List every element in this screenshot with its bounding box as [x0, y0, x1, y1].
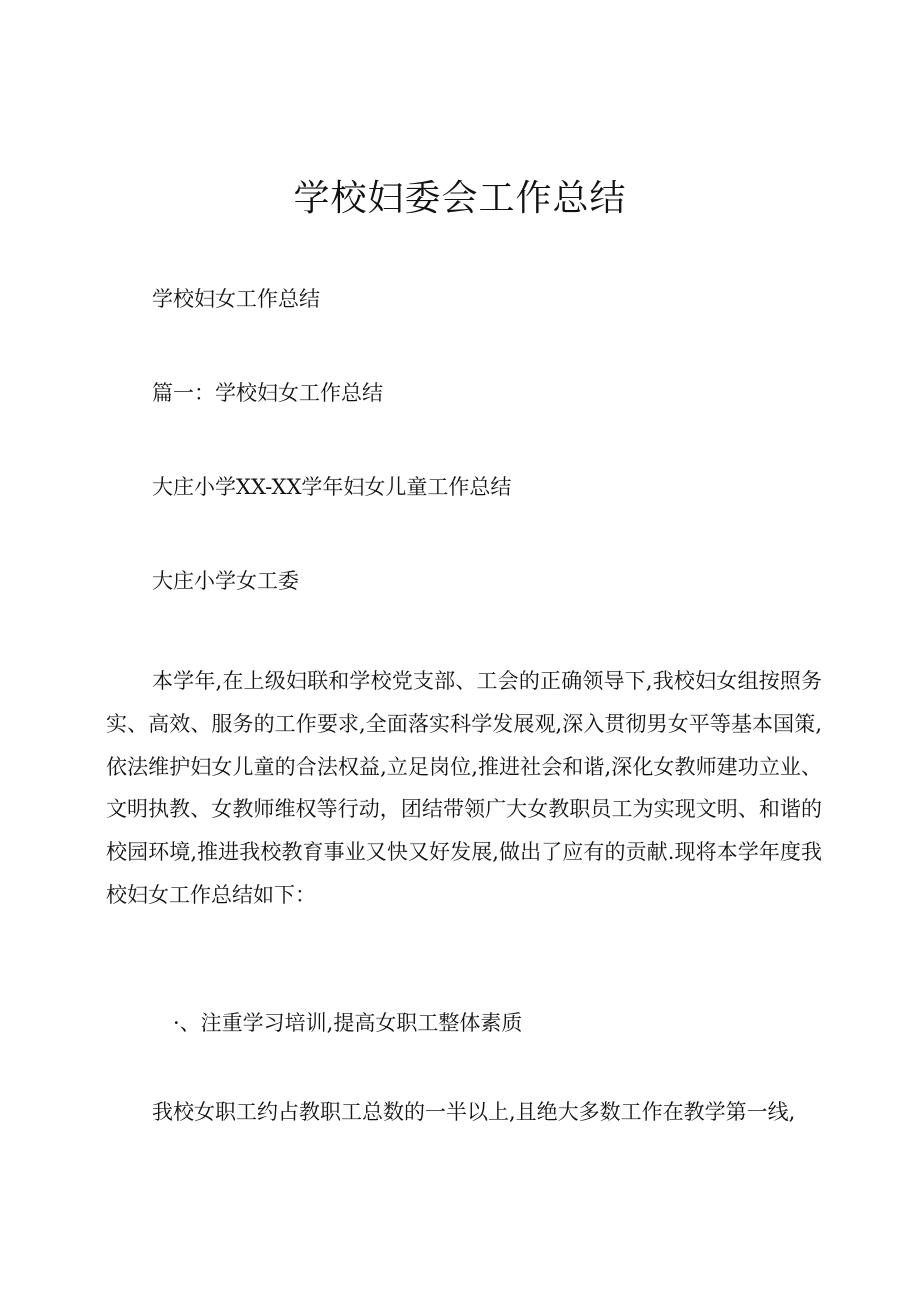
document-subtitle: 学校妇女工作总结 — [152, 287, 320, 311]
section-paragraph: 我校女职工约占教职工总数的一半以上,且绝大多数工作在教学第一线, — [152, 1100, 796, 1124]
report-title: 大庄小学XX-XX学年妇女儿童工作总结 — [152, 475, 512, 499]
chapter-title: 篇一：学校妇女工作总结 — [152, 381, 383, 405]
report-author: 大庄小学女工委 — [152, 569, 299, 593]
document-title: 学校妇委会工作总结 — [293, 178, 627, 219]
section-heading: ·、注重学习培训,提高女职工整体素质 — [173, 1011, 523, 1035]
intro-paragraph: 本学年,在上级妇联和学校党支部、工会的正确领导下,我校妇女组按照务实、高效、服务的工作要求,全面落实科学发展观,深入贯彻男女平等基本国策,依法维护妇女儿童的合法权益,立足岗位,推进社会和谐,深化女教师建功立业、文明执教、女教师维权等行动，团结带领广大女教职员工为实现文明、和谐的校园环境,推进我校教育事业又快又好发展,做出了应有的贡献.现将本学年度我校妇女工作总结如下： — [106, 669, 822, 907]
